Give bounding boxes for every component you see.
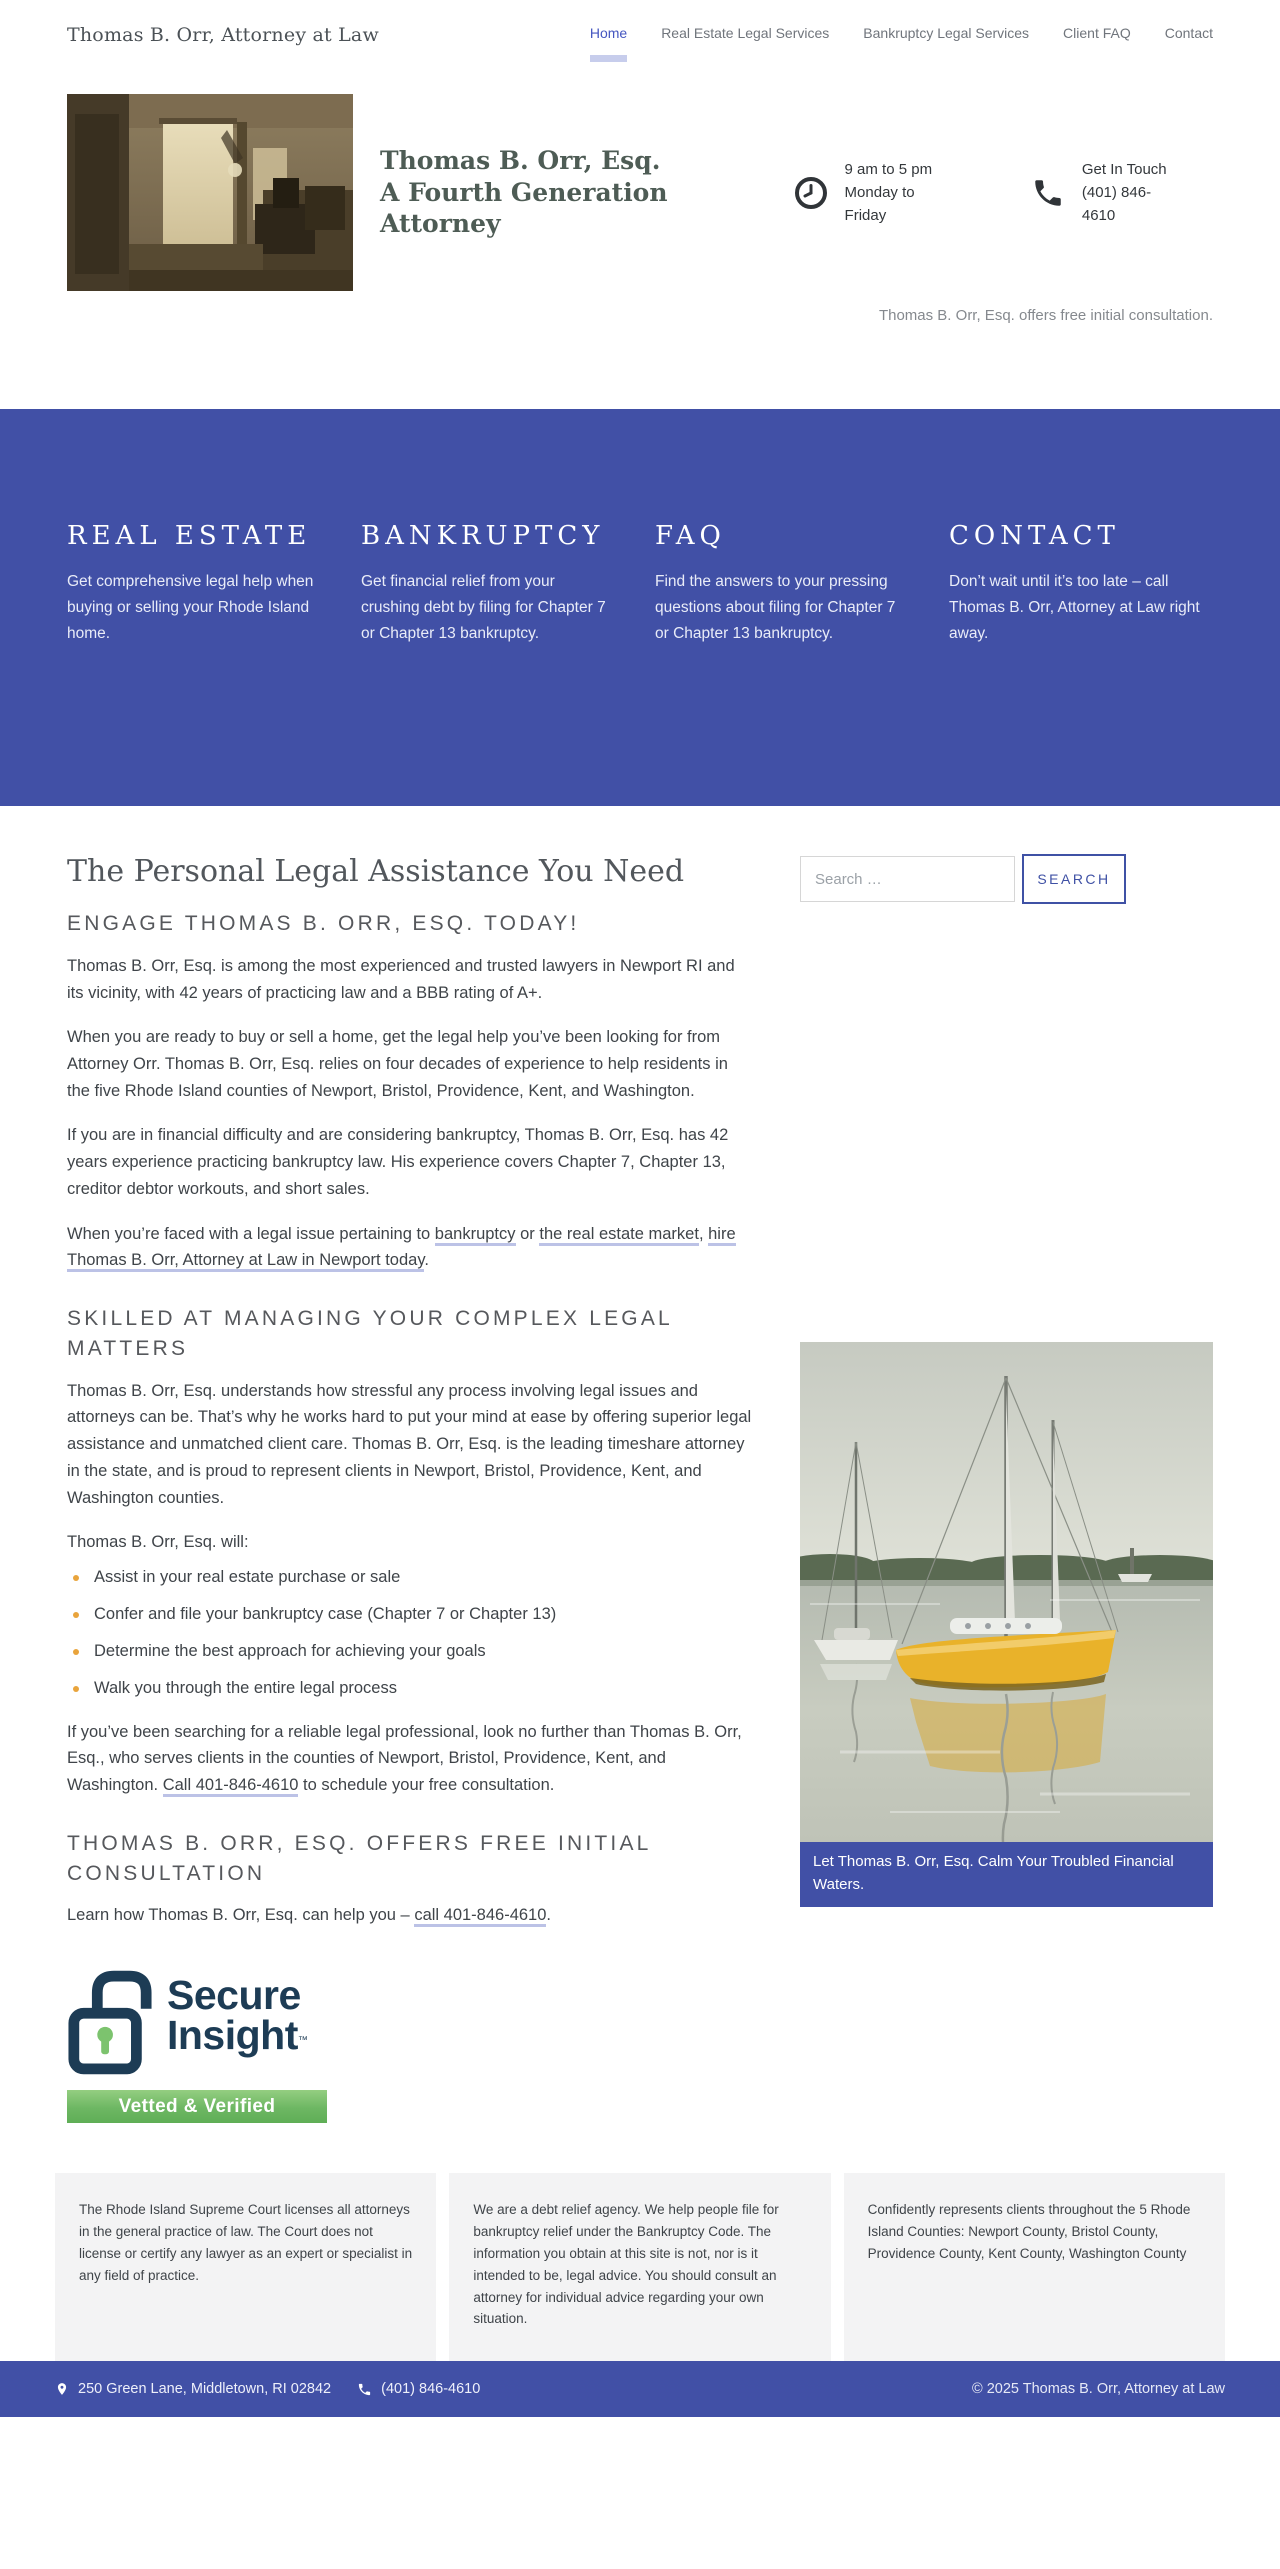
list-item: Assist in your real estate purchase or sale [67, 1566, 757, 1590]
site-title: Thomas B. Orr, Attorney at Law [67, 24, 379, 46]
phone-icon [1031, 176, 1065, 210]
service-text: Get comprehensive legal help when buying or selling your Rhode Island home. [67, 573, 314, 643]
nav-item-bankruptcy[interactable]: Bankruptcy Legal Services [863, 25, 1030, 41]
office-hours [794, 158, 959, 228]
nav-item-home[interactable]: Home [590, 25, 627, 45]
free-consultation-note: Thomas B. Orr, Esq. offers free initial consultation. [878, 307, 1213, 324]
services-bullet-list [67, 1566, 757, 1701]
search-button[interactable]: SEARCH [1022, 854, 1126, 904]
secure-insight-wordmark [167, 1963, 308, 2059]
service-text: Get financial relief from your crushing debt by filing for Chapter 7 or Chapter 13 bankruptcy. [361, 573, 606, 643]
services-band [0, 409, 1280, 806]
disclaimer-debt-relief: We are a debt relief agency. We help people file for bankruptcy relief under the Bankruptcy Code. The information you obtain at this site is not, nor is it intended to be, legal advice. You should consult an attorney for individual advice regarding your own situation. [449, 2173, 830, 2361]
bankruptcy-link[interactable]: bankruptcy [435, 1225, 516, 1246]
service-text: Find the answers to your pressing questions about filing for Chapter 7 or Chapter 13 bankruptcy. [655, 573, 896, 643]
footer-phone [357, 2381, 480, 2397]
get-in-touch [1031, 158, 1183, 228]
hours-line1: 9 am to 5 pm [844, 160, 933, 178]
sailboat-photo [800, 1342, 1213, 1842]
text-segment: If you’ve been searching for a reliable legal professional, look no further than Thomas B. Orr, Esq., who serves clients in the counties of Newport, Bristol, Providence, Kent, and Washington. [67, 1722, 742, 1795]
section-heading-skilled: SKILLED AT MANAGING YOUR COMPLEX LEGAL MATTERS [67, 1307, 673, 1360]
attorney-name-heading [380, 145, 794, 240]
service-faq [655, 521, 919, 647]
clock-icon [794, 176, 828, 210]
text-segment: or [515, 1224, 540, 1243]
footer-bar [0, 2361, 1280, 2417]
paragraph-with-links [67, 1719, 752, 1799]
wordmark-line1: Secure [167, 1972, 301, 2019]
search-input[interactable] [800, 856, 1015, 902]
secure-insight-lock-icon [67, 1963, 153, 2081]
call-phone-link[interactable]: call 401-846-4610 [414, 1906, 546, 1927]
nav-item-real-estate[interactable]: Real Estate Legal Services [661, 25, 830, 41]
location-pin-icon [55, 2380, 69, 2398]
paragraph-with-links [67, 1902, 752, 1929]
service-bankruptcy [361, 521, 625, 647]
footer-address [55, 2380, 331, 2398]
paragraph: Thomas B. Orr, Esq. understands how stressful any process involving legal issues and attorneys can be. That’s why he works hard to put your mind at ease by offering superior legal assistance and unmatched client care. Thomas B. Orr, Esq. is the leading timeshare attorney in the state, and is proud to represent clients in Newport, Bristol, Providence, Kent, and Washington counties. [67, 1381, 752, 1507]
nav-item-contact[interactable]: Contact [1164, 25, 1213, 41]
call-phone-link[interactable]: Call 401-846-4610 [163, 1776, 299, 1797]
page-title: The Personal Legal Assistance You Need [67, 854, 685, 889]
contact-line1: Get In Touch [1081, 160, 1167, 178]
secure-insight-badge [67, 1963, 757, 2123]
sidebar [800, 854, 1213, 1907]
text-segment: , [698, 1224, 709, 1243]
real-estate-market-link[interactable]: the real estate market [539, 1225, 699, 1246]
top-bar [0, 0, 1280, 70]
service-contact [949, 521, 1213, 647]
section-heading-engage: ENGAGE THOMAS B. ORR, ESQ. TODAY! [67, 912, 580, 935]
address-text: 250 Green Lane, Middletown, RI 02842 [78, 2381, 332, 2398]
text-segment: . [546, 1906, 552, 1925]
hours-line2: Monday to Friday [844, 183, 915, 225]
paragraph: Thomas B. Orr, Esq. is among the most experienced and trusted lawyers in Newport RI and its vicinity, with 42 years of practicing law and a BBB rating of A+. [67, 956, 735, 1002]
service-title: FAQ [655, 521, 726, 551]
main-content [0, 806, 1280, 2123]
hire-attorney-link[interactable]: hire Thomas B. Orr, Attorney at Law in Newport today [67, 1225, 736, 1273]
figure-caption: Let Thomas B. Orr, Esq. Calm Your Troubled Financial Waters. [800, 1842, 1213, 1907]
attorney-name-line1: Thomas B. Orr, Esq. [380, 146, 661, 176]
text-segment: . [424, 1251, 429, 1270]
office-photo [67, 94, 353, 291]
text-segment: to schedule your free consultation. [298, 1776, 555, 1795]
service-real-estate [67, 521, 331, 647]
hero-section [0, 70, 1280, 409]
list-item: Confer and file your bankruptcy case (Chapter 7 or Chapter 13) [67, 1603, 757, 1627]
vetted-verified-banner: Vetted & Verified [67, 2090, 327, 2123]
service-title: REAL ESTATE [67, 521, 312, 551]
section-heading-free-consultation: THOMAS B. ORR, ESQ. OFFERS FREE INITIAL CONSULTATION [67, 1831, 651, 1885]
paragraph-with-links [67, 1221, 752, 1274]
search-form [800, 854, 1213, 904]
disclaimer-counties: Confidently represents clients throughout the 5 Rhode Island Counties: Newport County, Bristol County, Providence County, Kent County, Washington County [844, 2173, 1225, 2361]
copyright: © 2025 Thomas B. Orr, Attorney at Law [971, 2381, 1225, 2398]
attorney-name-line2: A Fourth Generation Attorney [380, 177, 668, 239]
text-segment: Learn how Thomas B. Orr, Esq. can help you – [67, 1906, 415, 1925]
nav-item-client-faq[interactable]: Client FAQ [1063, 25, 1131, 41]
list-item: Walk you through the entire legal process [67, 1677, 757, 1701]
list-intro: Thomas B. Orr, Esq. will: [67, 1533, 249, 1552]
text-segment: When you’re faced with a legal issue pertaining to [67, 1224, 435, 1243]
disclaimer-section [0, 2123, 1280, 2361]
paragraph: When you are ready to buy or sell a home, get the legal help you’ve been looking for from Attorney Orr. Thomas B. Orr, Esq. relies on four decades of experience to help residents in the five Rhode Island counties of Newport, Bristol, Providence, Kent, and Washington. [67, 1028, 728, 1100]
article [67, 854, 757, 2123]
list-item: Determine the best approach for achieving your goals [67, 1640, 757, 1664]
wordmark-line2: Insight™ [167, 2012, 308, 2059]
paragraph: If you are in financial difficulty and are considering bankruptcy, Thomas B. Orr, Esq. has 42 years experience practicing bankruptcy law. His experience covers Chapter 7, Chapter 13, creditor debtor workouts, and short sales. [67, 1126, 729, 1198]
service-title: CONTACT [949, 521, 1120, 551]
phone-text: (401) 846-4610 [381, 2381, 481, 2398]
phone-icon [357, 2382, 372, 2397]
main-nav [590, 25, 1213, 45]
phone-number: (401) 846-4610 [1081, 183, 1152, 225]
service-text: Don’t wait until it’s too late – call Thomas B. Orr, Attorney at Law right away. [949, 573, 1200, 643]
sailboat-figure [800, 1342, 1213, 1907]
service-title: BANKRUPTCY [361, 521, 605, 551]
disclaimer-licensing: The Rhode Island Supreme Court licenses all attorneys in the general practice of law. The Court does not license or certify any lawyer as an expert or specialist in any field of practice. [55, 2173, 436, 2361]
trademark-symbol: ™ [297, 2035, 308, 2047]
